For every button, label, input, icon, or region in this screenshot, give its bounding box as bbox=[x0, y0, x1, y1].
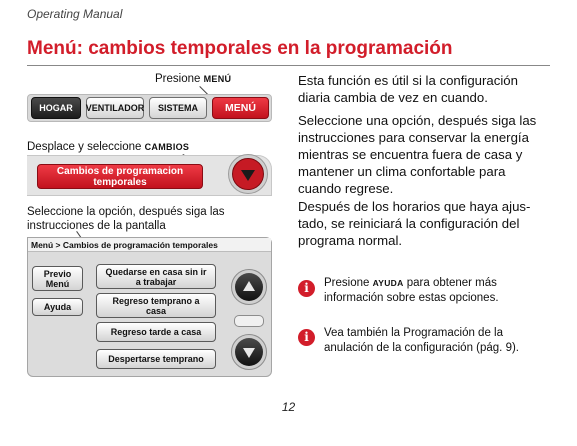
info-icon: i bbox=[298, 280, 315, 297]
help-note-key: AYUDA bbox=[372, 278, 404, 288]
step2-caption bbox=[27, 140, 189, 154]
arrow-up-icon bbox=[243, 281, 255, 291]
arrow-down-icon bbox=[243, 348, 255, 358]
scroll-up-button[interactable] bbox=[231, 269, 267, 305]
step3-caption bbox=[27, 205, 225, 233]
help-note-prefix: Presione bbox=[324, 277, 373, 289]
tab-sistema[interactable]: SISTEMA bbox=[149, 97, 207, 119]
tab-ventilador[interactable]: VENTILADOR bbox=[86, 97, 144, 119]
step3-line1: Seleccione la opción, después siga las bbox=[27, 206, 225, 218]
option-regreso-temprano[interactable] bbox=[96, 293, 216, 318]
help-note-suffix: para obtener más información sobre estas opciones. bbox=[324, 277, 499, 304]
previo-label: Previo bbox=[43, 268, 72, 279]
cambios-temporales-button[interactable] bbox=[37, 164, 203, 189]
breadcrumb: Menú > Cambios de programación temporales bbox=[28, 238, 271, 252]
step1-key: MENÚ bbox=[203, 74, 232, 84]
cambios-button-line2: temporales bbox=[93, 176, 147, 188]
ayuda-button[interactable]: Ayuda bbox=[32, 298, 83, 316]
info-icon: i bbox=[298, 329, 315, 346]
menu-panel bbox=[27, 155, 272, 196]
option-despertarse-temprano[interactable]: Despertarse temprano bbox=[96, 349, 216, 369]
title-divider bbox=[27, 65, 550, 66]
menu-label: Menú bbox=[45, 278, 70, 289]
option-regreso-tarde[interactable]: Regreso tarde a casa bbox=[96, 322, 216, 342]
help-note bbox=[324, 276, 554, 306]
tab-hogar[interactable]: HOGAR bbox=[31, 97, 81, 119]
running-header: Operating Manual bbox=[27, 7, 123, 21]
option-line1: Quedarse en casa sin ir bbox=[105, 266, 207, 277]
previo-menu-button[interactable] bbox=[32, 266, 83, 291]
thermostat-tabbar bbox=[27, 94, 272, 122]
step2-key: CAMBIOS bbox=[144, 142, 190, 152]
step3-line2: instrucciones de la pantalla bbox=[27, 220, 166, 232]
arrow-down-icon bbox=[241, 170, 255, 181]
option-line2: a trabajar bbox=[135, 276, 177, 287]
scroll-down-button[interactable] bbox=[228, 154, 268, 194]
page-number: 12 bbox=[281, 400, 296, 414]
paragraph-2: Seleccione una opción, después siga las instrucciones para conservar la energía mientras se encuentra fuera de casa y mantener un clima confortable para cuando regrese. bbox=[298, 113, 537, 196]
step1-text: Presione bbox=[155, 73, 204, 85]
page-title: Menú: cambios temporales en la programación bbox=[27, 38, 453, 59]
step2-text: Desplace y seleccione bbox=[27, 141, 145, 153]
scroll-down-button[interactable] bbox=[231, 334, 267, 370]
scroll-indicator bbox=[234, 315, 264, 327]
option-line2: casa bbox=[145, 305, 167, 316]
cambios-button-line1: Cambios de programacion bbox=[56, 166, 184, 177]
paragraph-1: Esta función es útil si la configuración diaria cambia de vez en cuando. bbox=[298, 73, 518, 105]
step1-caption bbox=[155, 72, 231, 86]
paragraph-3: Después de los horarios que haya ajus-tado, se reiniciará la configuración del programa normal. bbox=[298, 199, 531, 248]
tab-menu[interactable]: MENÚ bbox=[212, 97, 269, 119]
thermostat-screen bbox=[27, 237, 272, 377]
see-also-note: Vea también la Programación de la anulación de la configuración (pág. 9). bbox=[324, 327, 519, 354]
option-quedarse-en-casa[interactable] bbox=[96, 264, 216, 289]
option-line1: Regreso temprano a bbox=[112, 295, 200, 306]
